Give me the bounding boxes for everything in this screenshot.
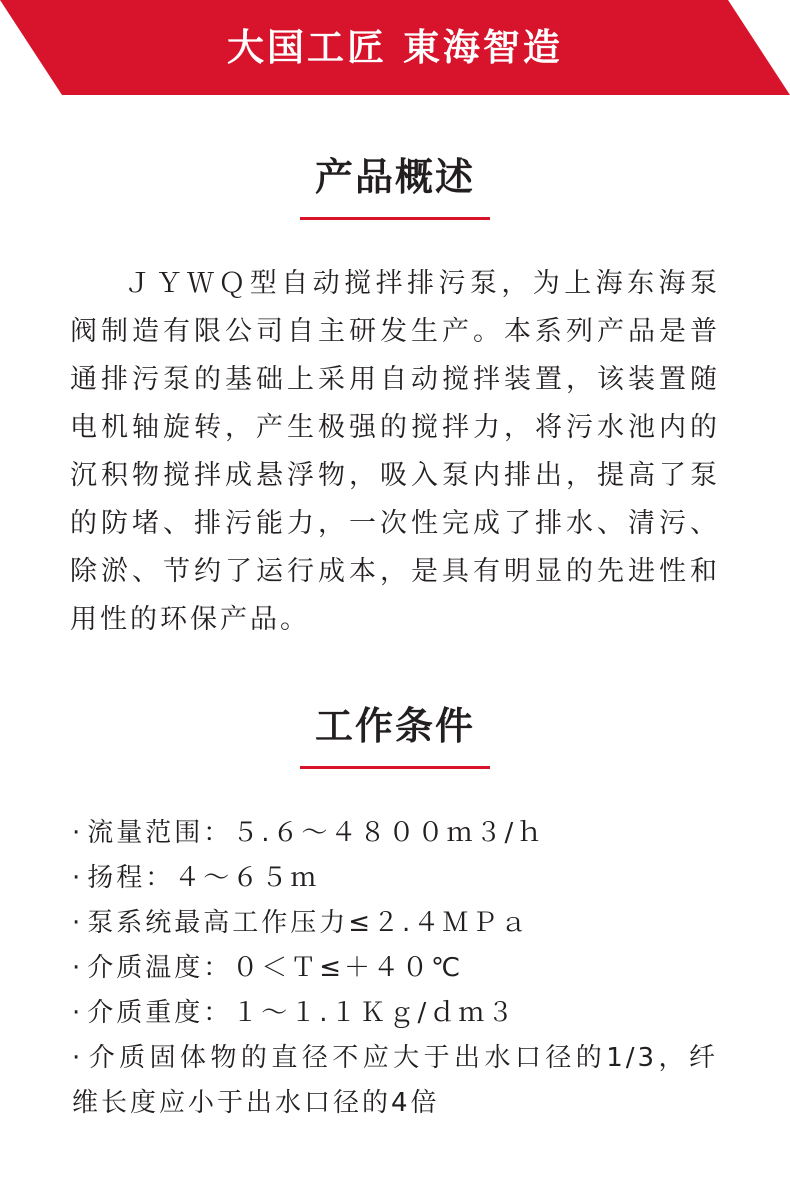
list-item-text: 扬程：４～６５ｍ	[87, 862, 320, 893]
header-banner	[0, 0, 790, 95]
section-heading-conditions	[0, 703, 790, 769]
list-item	[72, 856, 718, 901]
list-item-text: 泵系统最高工作压力≤２.４ＭＰａ	[87, 907, 530, 938]
bullet-icon: ·	[72, 862, 84, 893]
overview-heading-underline	[300, 217, 490, 220]
list-item-text: 介质固体物的直径不应大于出水口径的1/3，纤维长度应小于出水口径的4倍	[72, 1042, 718, 1118]
list-item	[72, 811, 718, 856]
bullet-icon: ·	[72, 952, 84, 983]
section-heading-overview	[0, 157, 790, 220]
bullet-icon: ·	[72, 907, 84, 938]
overview-paragraph: ＪＹＷＱ型自动搅拌排污泵，为上海东海泵阀制造有限公司自主研发生产。本系列产品是普通排污泵的基础上采用自动搅拌装置，该装置随电机轴旋转，产生极强的搅拌力，将污水池内的沉积物搅拌成悬浮物，吸入泵内排出，提高了泵的防堵、排污能力，一次性完成了排水、清污、除淤、节约了运行成本，是具有明显的先进性和用性的环保产品。	[70, 267, 720, 635]
list-item	[72, 991, 718, 1036]
list-item-text: 介质重度：１～１.１Ｋｇ/ｄｍ３	[87, 997, 517, 1028]
list-item-text: 介质温度：０＜Ｔ≤＋４０℃	[87, 952, 464, 983]
bullet-icon: ·	[72, 817, 84, 848]
working-conditions-list	[72, 811, 718, 1126]
list-item	[72, 1036, 718, 1126]
bullet-icon: ·	[72, 1042, 84, 1073]
conditions-heading-text: 工作条件	[314, 703, 475, 748]
bullet-icon: ·	[72, 997, 84, 1028]
list-item	[72, 946, 718, 991]
list-item-text: 流量范围：５.６～４８００ｍ３/ｈ	[87, 817, 546, 848]
overview-heading-text: 产品概述	[314, 155, 475, 199]
conditions-heading-underline	[300, 766, 490, 769]
banner-title: 大国工匠 東海智造	[227, 26, 563, 69]
list-item	[72, 901, 718, 946]
